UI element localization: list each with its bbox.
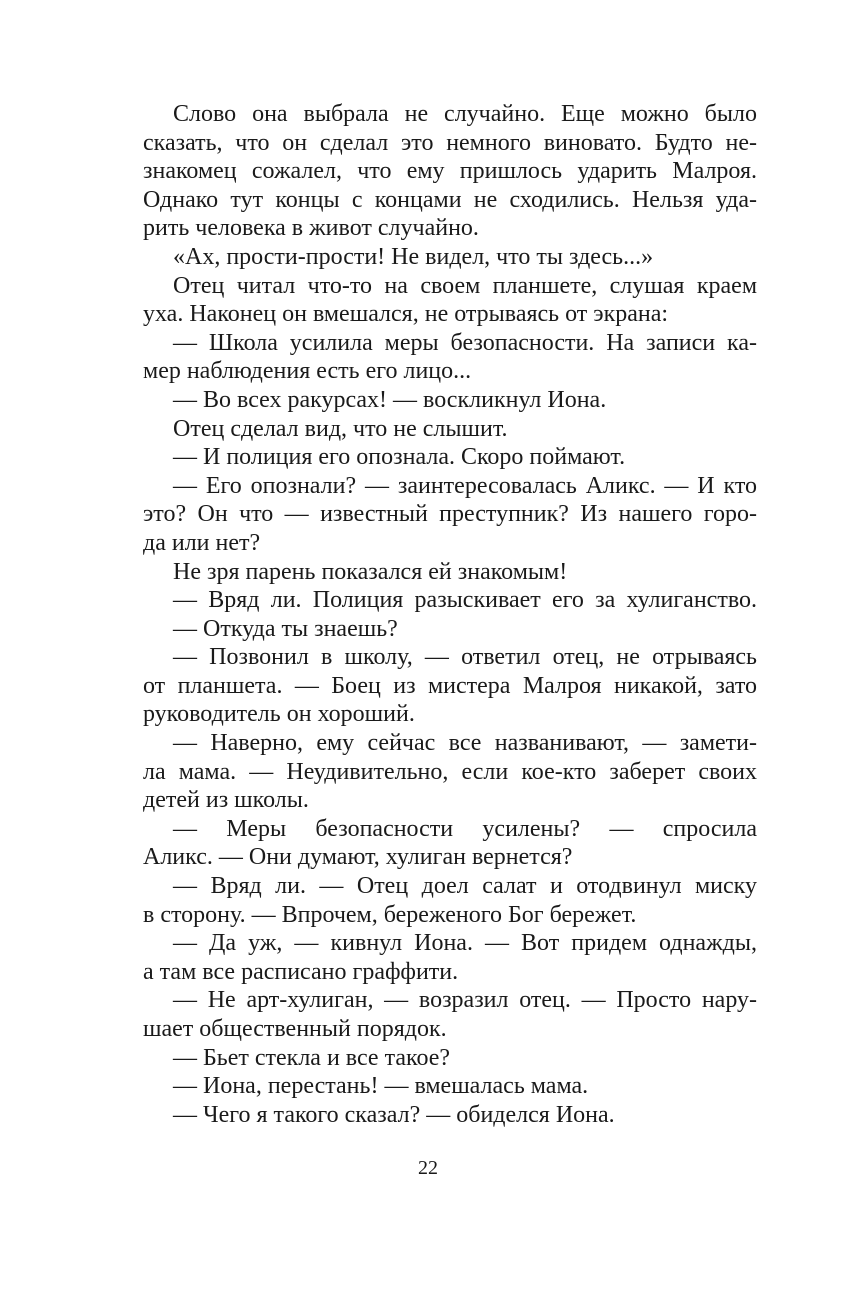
text-line: мер наблюдения есть его лицо... (143, 358, 472, 385)
text-line: детей из школы. (143, 787, 309, 814)
text-line: в сторону. — Впрочем, береженого Бог бережет. (143, 901, 637, 928)
text-line: шает общественный порядок. (143, 1016, 447, 1042)
text-line: «Ах, прости-прости! Не видел, что ты здесь...» (173, 243, 654, 270)
text-line: знакомец сожалел, что ему пришлось ударить Малроя. (143, 158, 757, 185)
text-line: уха. Наконец он вмешался, не отрываясь от экрана: (143, 301, 669, 328)
page-number: 22 (418, 1157, 438, 1179)
text-line: — Бьет стекла и все такое? (173, 1044, 451, 1071)
text-line: Однако тут концы с концами не сходились. Нельзя уда- (143, 186, 757, 213)
text-line: Отец сделал вид, что не слышит. (173, 415, 508, 442)
page-text (143, 100, 757, 1129)
text-line: — Наверно, ему сейчас все названивают, — замети- (173, 730, 757, 757)
text-line: — Во всех ракурсах! — воскликнул Иона. (173, 386, 607, 413)
text-line: Отец читал что-то на своем планшете, слушая краем (173, 272, 757, 299)
text-line: — Позвонил в школу, — ответил отец, не отрываясь (173, 644, 757, 671)
text-line: — И полиция его опознала. Скоро поймают. (173, 444, 626, 471)
text-line: да или нет? (143, 529, 261, 556)
text-line: от планшета. — Боец из мистера Малроя никакой, зато (143, 672, 757, 699)
text-line: Слово она выбрала не случайно. Еще можно было (173, 101, 757, 127)
text-line: — Школа усилила меры безопасности. На записи ка- (173, 329, 757, 356)
text-line: — Вряд ли. Полиция разыскивает его за хулиганство. (173, 587, 757, 614)
text-line: — Да уж, — кивнул Иона. — Вот придем однажды, (173, 930, 757, 957)
text-line: — Меры безопасности усилены? — спросила (173, 815, 757, 842)
text-line: — Вряд ли. — Отец доел салат и отодвинул миску (173, 873, 757, 900)
text-line: Аликс. — Они думают, хулиган вернется? (143, 844, 573, 871)
text-line: рить человека в живот случайно. (143, 215, 479, 242)
text-line: сказать, что он сделал это немного виновато. Будто не- (143, 129, 757, 156)
text-line: Не зря парень показался ей знакомым! (173, 558, 568, 585)
text-line: а там все расписано граффити. (143, 958, 459, 985)
text-line: — Чего я такого сказал? — обиделся Иона. (173, 1101, 615, 1128)
text-line: руководитель он хороший. (143, 701, 415, 728)
text-line: — Откуда ты знаешь? (173, 615, 398, 642)
text-line: ла мама. — Неудивительно, если кое-кто заберет своих (143, 758, 757, 785)
text-line: — Не арт-хулиган, — возразил отец. — Просто нару- (173, 987, 757, 1014)
text-line: — Иона, перестань! — вмешалась мама. (173, 1073, 589, 1100)
text-line: — Его опознали? — заинтересовалась Аликс. — И кто (173, 472, 757, 499)
text-line: это? Он что — известный преступник? Из нашего горо- (143, 501, 757, 528)
